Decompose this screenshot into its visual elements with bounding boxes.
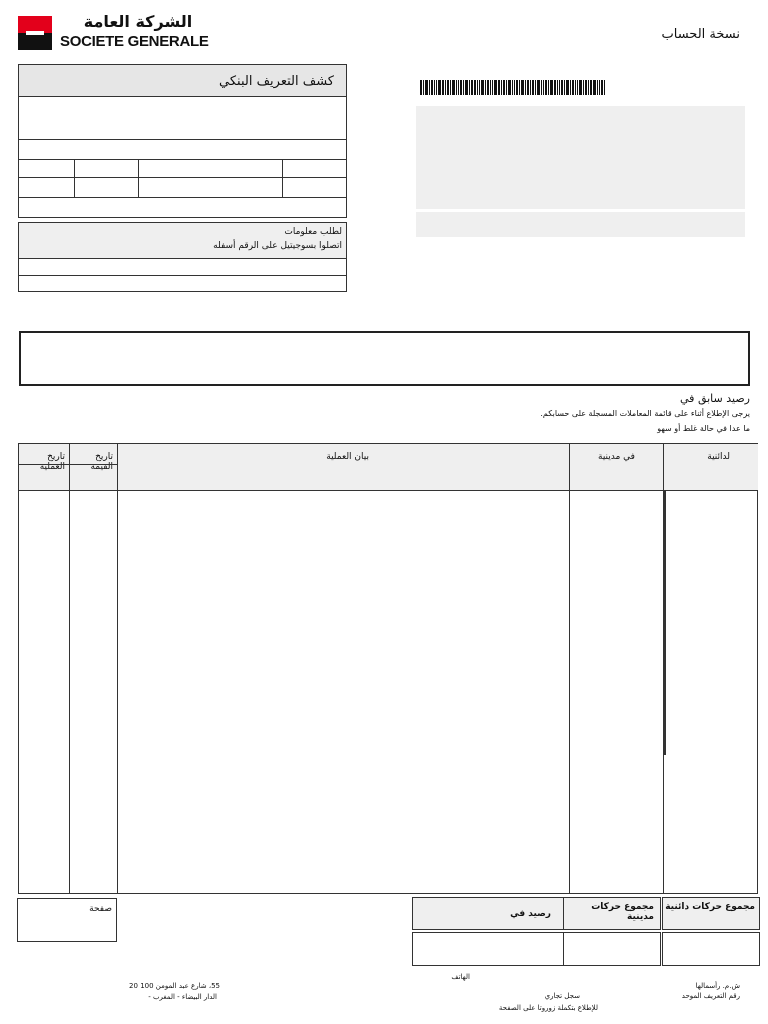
header-description: بيان العملية [118, 444, 569, 491]
notice-frame [19, 331, 750, 386]
total-debit-value-box [563, 932, 661, 966]
balance-note-line1: يرجى الإطلاع أثناء على قائمة المعاملات المسجلة على حسابكم. [540, 409, 750, 418]
logo-mark [18, 16, 52, 50]
header-operation-date: تاريخ العملية [19, 444, 69, 491]
balance-value-box [412, 932, 564, 966]
footer-address-line1: 55، شارع عبد المومن 100 20 [129, 982, 220, 990]
statement-box [18, 64, 347, 218]
footer-unique-id-label: رقم التعريف الموحد [681, 992, 740, 1000]
address-panel [416, 106, 745, 209]
brand-name-arabic: الشركة العامة [83, 12, 193, 31]
copy-label: نسخة الحساب [661, 27, 740, 42]
footer-address-line2: الدار البيضاء - المغرب - [148, 993, 217, 1001]
balance-note-line2: ما عدا في حالة غلط أو سهو [657, 424, 750, 433]
footer-capital-label: ش.م. رأسمالها [695, 982, 740, 990]
total-credit-box: مجموع حركات دائنية [662, 897, 760, 930]
page-box [17, 898, 117, 942]
footer-registry-label: سجل تجاري [544, 992, 580, 1000]
total-credit-value-box [662, 932, 760, 966]
header-credit: لدائنية [664, 444, 758, 491]
info-header [19, 223, 346, 259]
footer-page-continue: للإطلاع بتكملة زوروتا على الصفحة [498, 1004, 598, 1012]
header-value-date: تاريخ القيمة [70, 444, 117, 491]
page-label: صفحة [89, 904, 112, 914]
transactions-table [18, 443, 758, 894]
previous-balance-label: رصيد سابق في [680, 392, 750, 405]
header-debit: في مدينية [570, 444, 663, 491]
address-panel-footer [416, 212, 745, 237]
brand-name-english: SOCIETE GENERALE [60, 33, 209, 50]
info-box [18, 222, 347, 292]
footer-phone-label: الهاتف [451, 973, 470, 981]
total-debit-box: مجموع حركات مدينية [563, 897, 661, 930]
info-line1: لطلب معلومات [284, 227, 342, 237]
barcode [420, 80, 655, 95]
info-line2: اتصلوا بسوجيتيل على الرقم أسفله [213, 241, 342, 251]
balance-at-box: رصيد في [412, 897, 564, 930]
statement-title: كشف التعريف البنكي [19, 65, 346, 97]
